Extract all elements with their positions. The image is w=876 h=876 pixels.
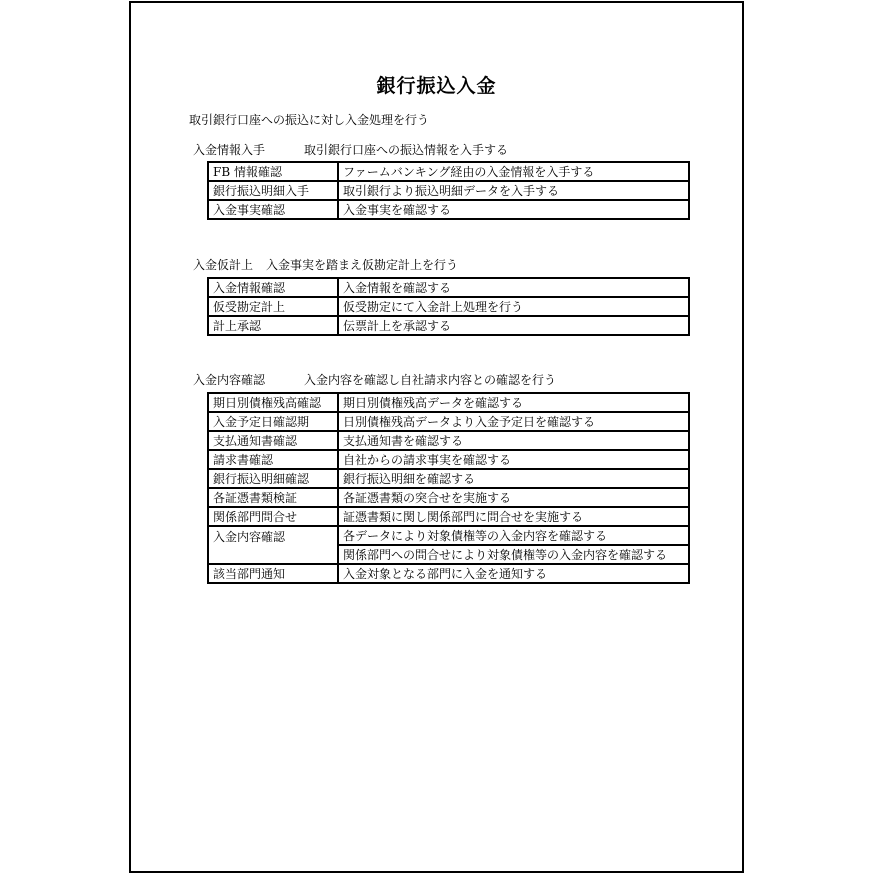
table-cell-item: 入金情報確認 bbox=[208, 278, 338, 297]
table-cell-detail: 関係部門への問合せにより対象債権等の入金内容を確認する bbox=[338, 545, 689, 564]
table-cell-detail: 日別債権残高データより入金予定日を確認する bbox=[338, 412, 689, 431]
table-row bbox=[208, 316, 689, 335]
section-table bbox=[207, 161, 690, 220]
table-cell-item: 関係部門問合せ bbox=[208, 507, 338, 526]
table-cell-item: 入金内容確認 bbox=[208, 526, 338, 545]
table-cell-detail: 銀行振込明細を確認する bbox=[338, 469, 689, 488]
document-page bbox=[129, 1, 744, 873]
section-description: 入金事実を踏まえ仮勘定計上を行う bbox=[266, 258, 459, 272]
table-row bbox=[208, 393, 689, 412]
table-cell-item: 該当部門通知 bbox=[208, 564, 338, 583]
table-row bbox=[208, 564, 689, 583]
section-name: 入金内容確認 bbox=[193, 373, 266, 387]
section-heading bbox=[193, 256, 458, 273]
table-cell-item: 仮受勘定計上 bbox=[208, 297, 338, 316]
table-cell-detail: 各証憑書類の突合せを実施する bbox=[338, 488, 689, 507]
table-row bbox=[208, 488, 689, 507]
table-cell-item: 入金予定日確認期 bbox=[208, 412, 338, 431]
table-row bbox=[208, 469, 689, 488]
table-row bbox=[208, 507, 689, 526]
section-heading bbox=[193, 141, 508, 158]
table-cell-detail: 仮受勘定にて入金計上処理を行う bbox=[338, 297, 689, 316]
table-row bbox=[208, 431, 689, 450]
table-cell-item: FB 情報確認 bbox=[208, 162, 338, 181]
table-cell-detail: 入金事実を確認する bbox=[338, 200, 689, 219]
table-cell-item: 期日別債権残高確認 bbox=[208, 393, 338, 412]
section-name: 入金情報入手 bbox=[193, 143, 266, 157]
section-name: 入金仮計上 bbox=[193, 258, 254, 272]
table-cell-item: 各証憑書類検証 bbox=[208, 488, 338, 507]
table-cell-item: 銀行振込明細入手 bbox=[208, 181, 338, 200]
table-cell-detail: 証憑書類に関し関係部門に問合せを実施する bbox=[338, 507, 689, 526]
table-cell-detail: 各データにより対象債権等の入金内容を確認する bbox=[338, 526, 689, 545]
table-row bbox=[208, 297, 689, 316]
table-cell-item: 入金事実確認 bbox=[208, 200, 338, 219]
table-row bbox=[208, 278, 689, 297]
table-cell-detail: 支払通知書を確認する bbox=[338, 431, 689, 450]
table-row bbox=[208, 545, 689, 564]
table-cell-item: 支払通知書確認 bbox=[208, 431, 338, 450]
section-description: 取引銀行口座への振込情報を入手する bbox=[304, 143, 509, 157]
table-row bbox=[208, 181, 689, 200]
table-row bbox=[208, 412, 689, 431]
table-cell-item: 銀行振込明細確認 bbox=[208, 469, 338, 488]
table-row bbox=[208, 450, 689, 469]
table-cell-detail: ファームバンキング経由の入金情報を入手する bbox=[338, 162, 689, 181]
table-cell-item: 計上承認 bbox=[208, 316, 338, 335]
table-row bbox=[208, 162, 689, 181]
table-cell-detail: 伝票計上を承認する bbox=[338, 316, 689, 335]
table-cell-detail: 取引銀行より振込明細データを入手する bbox=[338, 181, 689, 200]
table-cell-detail: 入金対象となる部門に入金を通知する bbox=[338, 564, 689, 583]
section-table bbox=[207, 392, 690, 584]
table-cell-item bbox=[208, 545, 338, 564]
table-cell-detail: 入金情報を確認する bbox=[338, 278, 689, 297]
table-cell-item: 請求書確認 bbox=[208, 450, 338, 469]
table-cell-detail: 自社からの請求事実を確認する bbox=[338, 450, 689, 469]
document-intro: 取引銀行口座への振込に対し入金処理を行う bbox=[189, 113, 430, 127]
table-cell-detail: 期日別債権残高データを確認する bbox=[338, 393, 689, 412]
section-description: 入金内容を確認し自社請求内容との確認を行う bbox=[304, 373, 557, 387]
section-heading bbox=[193, 371, 556, 388]
document-title: 銀行振込入金 bbox=[376, 75, 497, 97]
table-row bbox=[208, 526, 689, 545]
table-row bbox=[208, 200, 689, 219]
section-table bbox=[207, 277, 690, 336]
